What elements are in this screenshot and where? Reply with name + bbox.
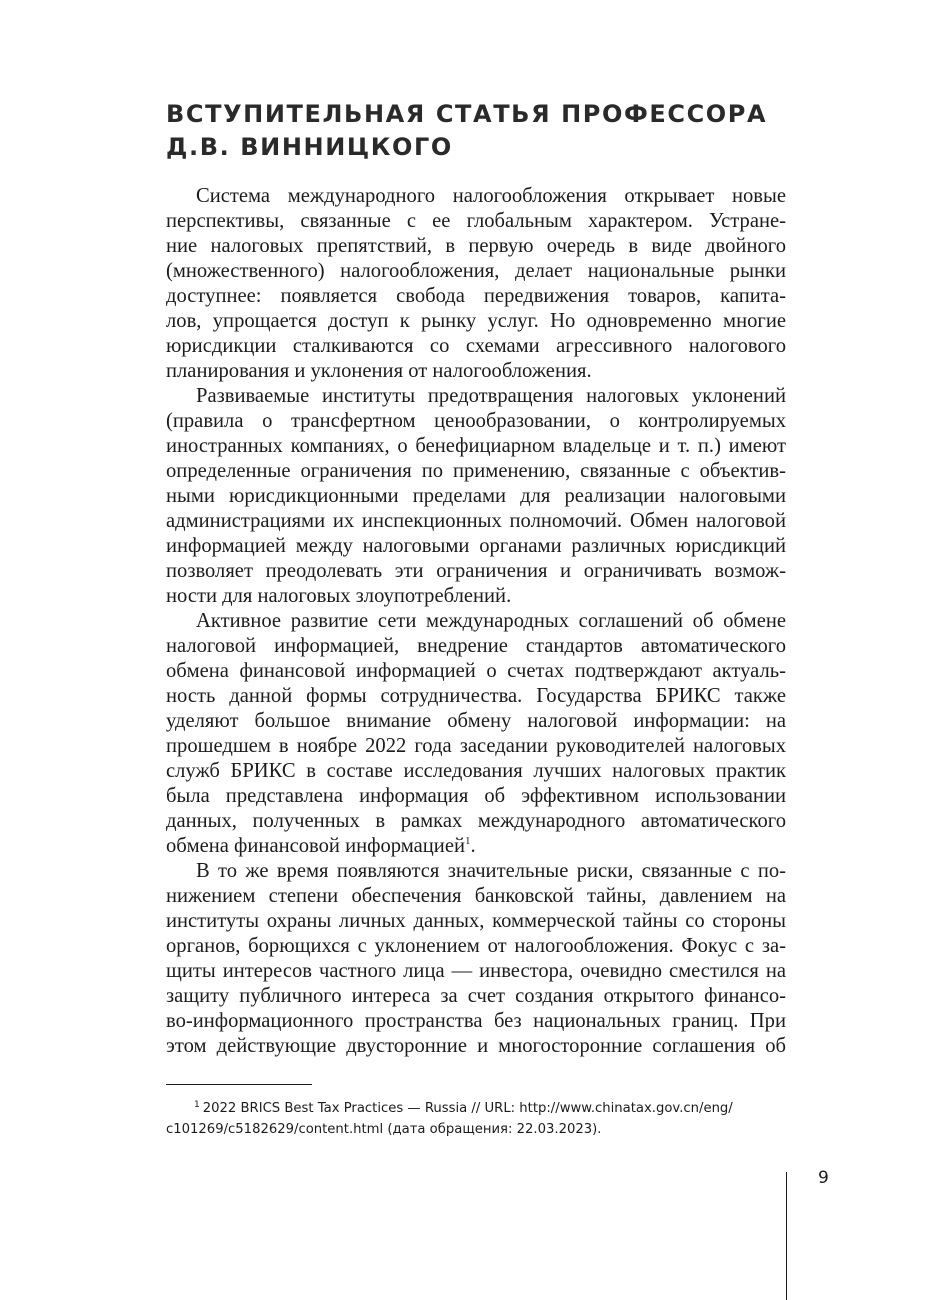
footnote-text: 2022 BRICS Best Tax Practices — Russia // URL: http://www.chinatax.gov.cn/eng/ bbox=[202, 1101, 733, 1116]
footnote-divider bbox=[166, 1084, 312, 1085]
text-line: обмена финансовой информацией о счетах подтверждают актуаль- bbox=[166, 660, 786, 682]
text-line: иностранных компаниях, о бенефициарном владельце и т. п.) имеют bbox=[166, 435, 786, 457]
text-line: этом действующие двусторонние и многосторонние соглашения об bbox=[166, 1035, 786, 1057]
chapter-heading bbox=[166, 98, 806, 164]
text-line: доступнее: появляется свобода передвижения товаров, капита- bbox=[166, 285, 786, 307]
paragraph-1 bbox=[166, 184, 786, 384]
text-line: уделяют большое внимание обмену налоговой информации: на bbox=[166, 710, 786, 732]
text-line: ность данной формы сотрудничества. Государства БРИКС также bbox=[166, 685, 786, 707]
text-line: ние налоговых препятствий, в первую очередь в виде двойного bbox=[166, 235, 786, 257]
sentence-end: . bbox=[470, 835, 476, 857]
footnote bbox=[166, 1098, 786, 1140]
text-line: (правила о трансфертном ценообразовании, о контролируемых bbox=[166, 410, 786, 432]
text-line: перспективы, связанные с ее глобальным характером. Устране- bbox=[166, 210, 786, 232]
footnote-reference[interactable]: 1 bbox=[465, 835, 471, 847]
text-line: лов, упрощается доступ к рынку услуг. Но одновременно многие bbox=[166, 310, 786, 332]
text-line: данных, полученных в рамках международного автоматического bbox=[166, 810, 786, 832]
text-line: была представлена информация об эффективном использовании bbox=[166, 785, 786, 807]
text-line-content: обмена финансовой информацией bbox=[166, 835, 465, 857]
text-line: (множественного) налогообложения, делает национальные рынки bbox=[166, 260, 786, 282]
text-line: информацией между налоговыми органами различных юрисдикций bbox=[166, 535, 786, 557]
paragraph-2 bbox=[166, 384, 786, 609]
text-line: щиты интересов частного лица — инвестора, очевидно сместился на bbox=[166, 960, 786, 982]
page-number: 9 bbox=[818, 1168, 829, 1188]
text-line: планирования и уклонения от налогообложения. bbox=[166, 360, 592, 382]
text-line: Активное развитие сети международных соглашений об обмене bbox=[196, 610, 786, 632]
page-number-divider bbox=[786, 1172, 787, 1300]
paragraph-3 bbox=[166, 609, 786, 859]
text-line: ными юрисдикционными пределами для реализации налоговыми bbox=[166, 485, 786, 507]
body-text bbox=[166, 184, 786, 1059]
text-line: во-информационного пространства без национальных границ. При bbox=[166, 1010, 786, 1032]
text-line bbox=[166, 834, 786, 859]
text-line: нижением степени обеспечения банковской тайны, давлением на bbox=[166, 885, 786, 907]
text-line: органов, борющихся с уклонением от налогообложения. Фокус с за- bbox=[166, 935, 786, 957]
paragraph-4 bbox=[166, 859, 786, 1059]
text-line: юрисдикции сталкиваются со схемами агрессивного налогового bbox=[166, 335, 786, 357]
footnote-line-2: c101269/c5182629/content.html (дата обращения: 22.03.2023). bbox=[166, 1122, 602, 1137]
text-line: определенные ограничения по применению, связанные с объектив- bbox=[166, 460, 786, 482]
text-line: защиту публичного интереса за счет создания открытого финансо- bbox=[166, 985, 786, 1007]
text-line: Развиваемые институты предотвращения налоговых уклонений bbox=[196, 385, 786, 407]
text-line: Система международного налогообложения открывает новые bbox=[196, 185, 786, 207]
text-line: служб БРИКС в составе исследования лучших налоговых практик bbox=[166, 760, 786, 782]
text-line: институты охраны личных данных, коммерческой тайны со стороны bbox=[166, 910, 786, 932]
footnote-line-1 bbox=[166, 1098, 786, 1119]
text-line: ности для налоговых злоупотреблений. bbox=[166, 585, 512, 607]
text-line: В то же время появляются значительные риски, связанные с по- bbox=[196, 860, 786, 882]
chapter-heading-line-2: Д.В. ВИННИЦКОГО bbox=[166, 133, 453, 161]
chapter-heading-line-1: ВСТУПИТЕЛЬНАЯ СТАТЬЯ ПРОФЕССОРА bbox=[166, 100, 768, 128]
text-line: прошедшем в ноябре 2022 года заседании руководителей налоговых bbox=[166, 735, 786, 757]
footnote-mark: 1 bbox=[194, 1100, 200, 1110]
text-line: администрациями их инспекционных полномочий. Обмен налоговой bbox=[166, 510, 786, 532]
text-line: позволяет преодолевать эти ограничения и ограничивать возмож- bbox=[166, 560, 786, 582]
text-line: налоговой информацией, внедрение стандартов автоматического bbox=[166, 635, 786, 657]
